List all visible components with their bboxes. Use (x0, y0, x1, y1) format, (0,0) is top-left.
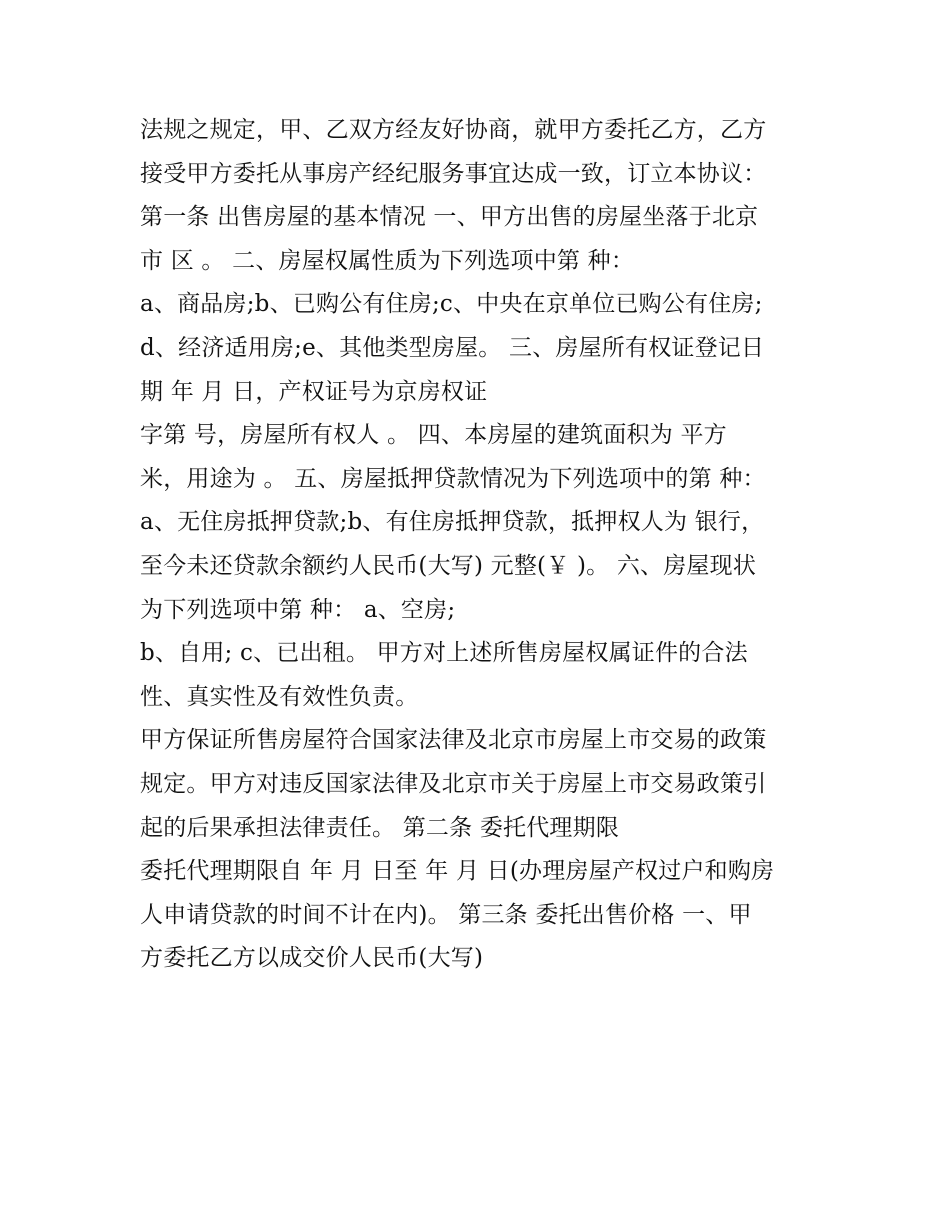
text-line: 甲方保证所售房屋符合国家法律及北京市房屋上市交易的政策 (140, 727, 767, 754)
text-line: a、无住房抵押贷款;b、有住房抵押贷款，抵押权人为 银行， (140, 509, 765, 536)
text-line: 起的后果承担法律责任。 第二条 委托代理期限 (140, 814, 620, 841)
text-line: 为下列选项中第 种： a、空房; (140, 596, 456, 623)
text-line: 人申请贷款的时间不计在内)。 第三条 委托出售价格 一、甲 (140, 901, 752, 928)
text-line: 市 区 。 二、房屋权属性质为下列选项中第 种： (140, 247, 635, 274)
text-line: 方委托乙方以成交价人民币(大写) (140, 945, 484, 972)
text-line: 法规之规定，甲、乙双方经友好协商，就甲方委托乙方，乙方 (140, 117, 767, 143)
text-line: 性、真实性及有效性负责。 (140, 683, 419, 710)
text-line: 第一条 出售房屋的基本情况 一、甲方出售的房屋坐落于北京 (140, 204, 759, 231)
text-line: 字第 号，房屋所有权人 。 四、本房屋的建筑面积为 平方 (140, 422, 727, 449)
text-line: b、自用; c、已出租。 甲方对上述所售房屋权属证件的合法 (140, 640, 748, 667)
text-line: 至今未还贷款余额约人民币(大写) 元整(￥ )。 六、房屋现状 (140, 552, 757, 579)
text-line: 期 年 月 日，产权证号为京房权证 (140, 378, 488, 405)
text-line: 规定。甲方对违反国家法律及北京市关于房屋上市交易政策引 (140, 770, 767, 797)
text-line: d、经济适用房;e、其他类型房屋。 三、房屋所有权证登记日 (140, 334, 765, 361)
text-line: 米，用途为 。 五、房屋抵押贷款情况为下列选项中的第 种： (140, 465, 766, 492)
text-line: 委托代理期限自 年 月 日至 年 月 日(办理房屋产权过户和购房 (140, 858, 775, 885)
text-line: 接受甲方委托从事房产经纪服务事宜达成一致，订立本协议： (140, 160, 767, 187)
text-line: a、商品房;b、已购公有住房;c、中央在京单位已购公有住房; (140, 291, 763, 318)
document-body (140, 109, 840, 981)
